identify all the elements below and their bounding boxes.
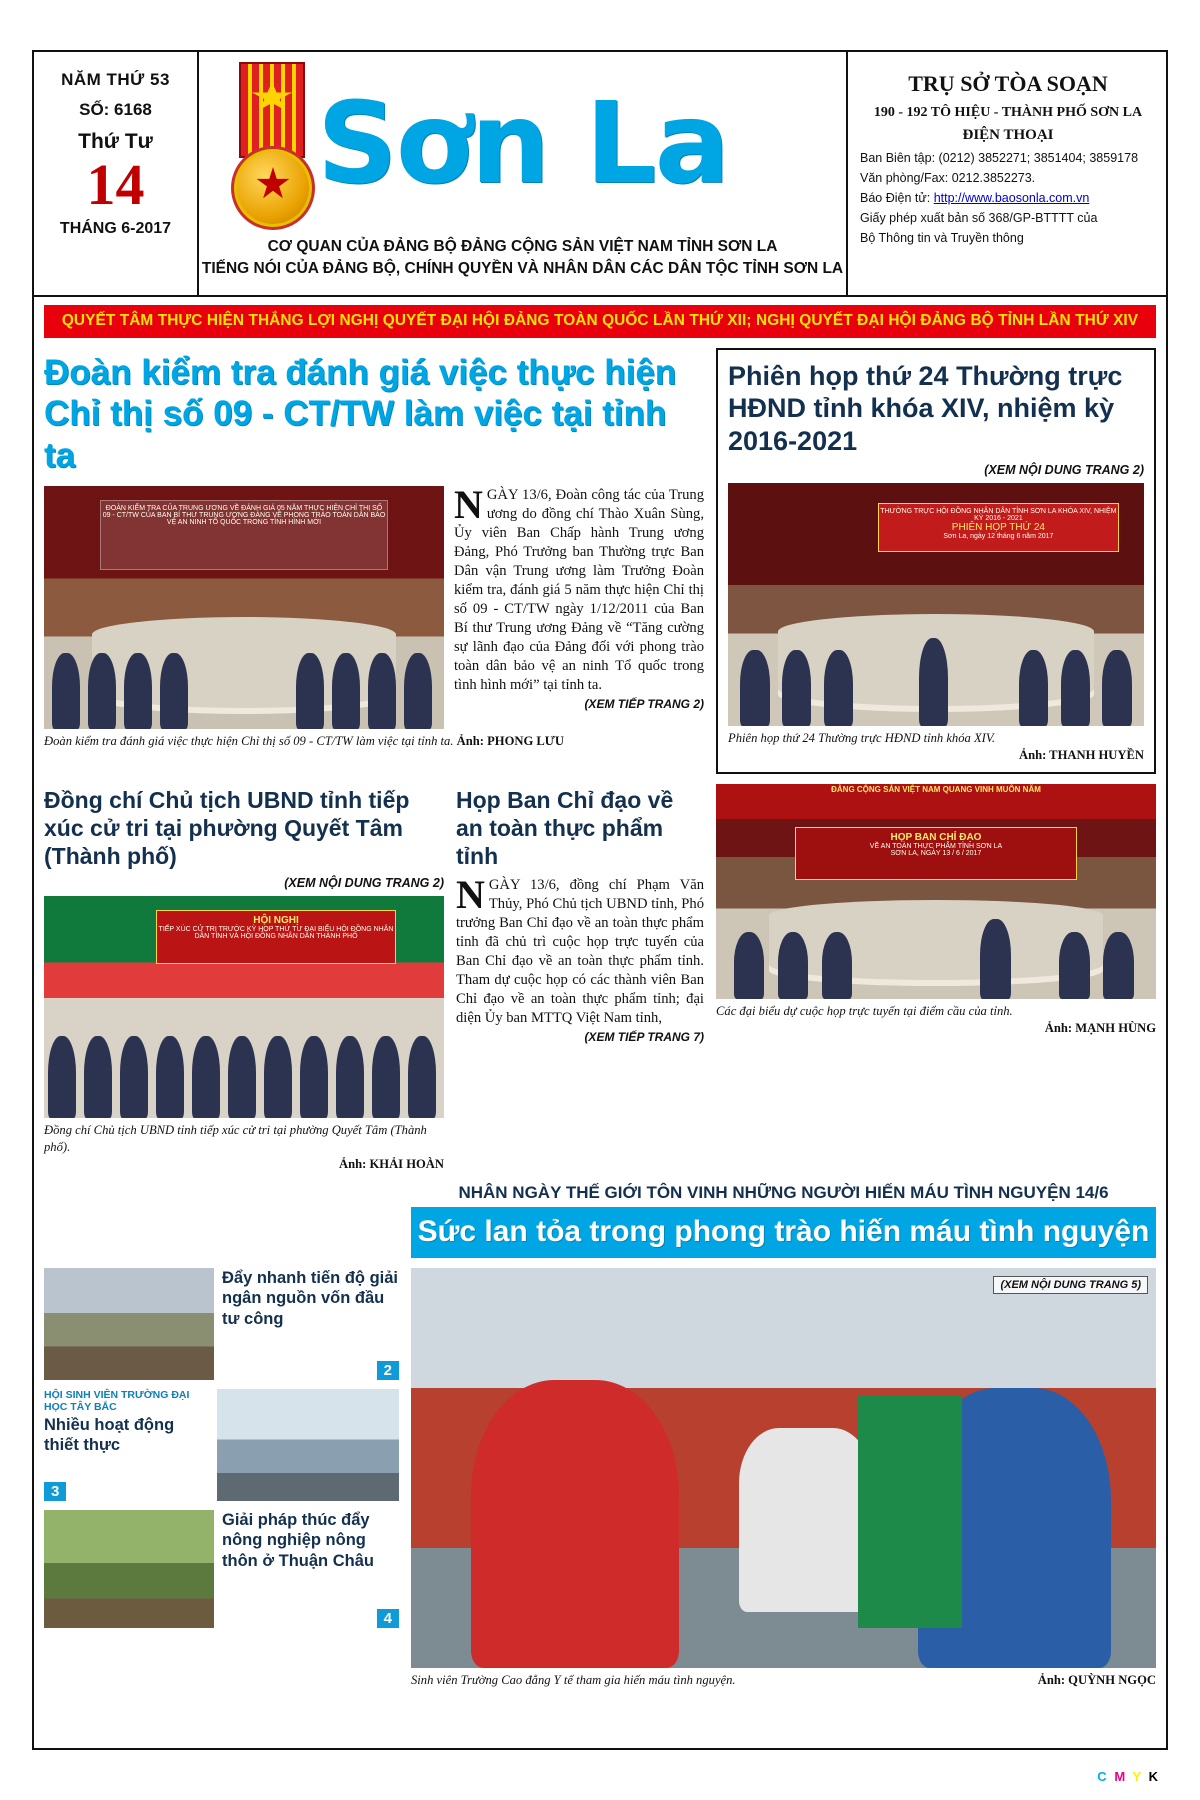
lead-story-body-text: GÀY 13/6, Đoàn công tác của Trung ương do đồng chí Thào Xuân Sùng, Ủy viên Ban Chấp hành Trung ương Đảng, Phó Trưởng ban Thường trực Ban Dân vận Trung ương làm Trưởng Đoàn kiểm tra, đánh giá 5 năm thực hiện Chỉ thị số 09 - CT/TW ngày 1/12/2011 của Ban Bí thư Trung ương Đảng về “Tăng cường sự lãnh đạo của Đảng đối với phong trào toàn dân bảo vệ an ninh Tổ quốc trong tình hình mới” tại tỉnh ta. — [454, 486, 704, 693]
voter-story-headline[interactable]: Đồng chí Chủ tịch UBND tỉnh tiếp xúc cử tri tại phường Quyết Tâm (Thành phố) — [44, 787, 410, 870]
phone-editor: Ban Biên tập: (0212) 3852271; 3851404; 3859178 — [860, 150, 1139, 165]
office-address: 190 - 192 TÔ HIỆU - THÀNH PHỐ SƠN LA — [873, 104, 1143, 120]
photo-donor-white — [739, 1428, 873, 1612]
food-story-text — [456, 784, 704, 1173]
phone-title: ĐIỆN THOẠI — [962, 127, 1054, 144]
cmyk-c: C — [1097, 1769, 1109, 1784]
hdnd-photo-banner-line1: THƯỜNG TRỰC HỘI ĐỒNG NHÂN DÂN TỈNH SƠN LA KHÓA XIV, NHIỆM KỲ 2016 - 2021 — [880, 507, 1117, 522]
license-line-1: Giấy phép xuất bản số 368/GP-BTTTT của — [860, 211, 1098, 226]
lead-story-text-column — [454, 481, 704, 729]
lead-story-credit: Ảnh: PHONG LƯU — [456, 733, 564, 748]
masthead-subtitle-1: CƠ QUAN CỦA ĐẢNG BỘ ĐẢNG CỘNG SẢN VIỆT NAM TỈNH SƠN LA — [267, 238, 778, 255]
hdnd-story-photo — [728, 483, 1144, 726]
lead-story-caption-text: Đoàn kiểm tra đánh giá việc thực hiện Chỉ thị số 09 - CT/TW làm việc tại tỉnh ta. — [44, 733, 454, 748]
masthead — [34, 52, 1166, 297]
teaser-1-page[interactable]: 2 — [377, 1361, 399, 1380]
masthead-contact-block — [846, 52, 1166, 295]
masthead-weekday: Thứ Tư — [78, 130, 153, 153]
masthead-title-block — [199, 52, 846, 295]
photo-people — [728, 600, 1144, 726]
voter-photo-banner — [156, 910, 396, 965]
voter-photo-banner-line2: TIẾP XÚC CỬ TRI TRƯỚC KỲ HỌP THỨ TƯ ĐẠI BIỂU HỘI ĐỒNG NHÂN DÂN TỈNH VÀ HỘI ĐỒNG NHÂN DÂN THÀNH PHỐ — [158, 925, 394, 940]
spacer-left — [44, 1177, 399, 1258]
blood-feature-headline[interactable]: Sức lan tỏa trong phong trào hiến máu tình nguyện — [411, 1207, 1156, 1258]
food-photo-topbar: ĐẢNG CỘNG SẢN VIỆT NAM QUANG VINH MUÔN NĂM — [716, 784, 1156, 818]
voter-story-credit: Ảnh: KHẢI HOÀN — [339, 1157, 444, 1172]
food-story-body — [456, 872, 704, 1028]
photo-people — [44, 603, 444, 729]
lead-story-caption — [44, 733, 704, 750]
row-top — [44, 348, 1156, 774]
hdnd-story-caption — [728, 730, 1144, 764]
food-photo-banner-line1: HỌP BAN CHỈ ĐẠO — [890, 832, 982, 844]
hdnd-story-headline[interactable]: Phiên họp thứ 24 Thường trực HĐND tỉnh khóa XIV, nhiệm kỳ 2016-2021 — [728, 361, 1123, 456]
blood-feature-caption — [411, 1672, 1156, 1689]
teaser-item[interactable] — [44, 1389, 399, 1501]
cmyk-y: Y — [1132, 1769, 1143, 1784]
blood-feature-header — [411, 1177, 1156, 1258]
hdnd-story — [716, 348, 1156, 774]
lead-photo-banner: ĐOÀN KIỂM TRA CỦA TRUNG ƯƠNG VỀ ĐÁNH GIÁ 05 NĂM THỰC HIỆN CHỈ THỊ SỐ 09 - CT/TW CỦA BAN BÍ THƯ TRUNG ƯƠNG ĐẢNG VỀ PHONG TRÀO TOÀN DÂN BẢO VỆ AN NINH TỔ QUỐC TRONG TÌNH HÌNH MỚI — [100, 500, 388, 569]
lead-story-headline[interactable]: Đoàn kiểm tra đánh giá việc thực hiện Chỉ thị số 09 - CT/TW làm việc tại tỉnh ta — [44, 353, 677, 475]
office-title: TRỤ SỞ TÒA SOẠN — [908, 71, 1108, 96]
voter-story-caption — [44, 1122, 444, 1173]
photo-people — [716, 887, 1156, 999]
masthead-month-year: THÁNG 6-2017 — [59, 220, 172, 237]
teaser-item[interactable] — [44, 1268, 399, 1380]
food-story-caption-text: Các đại biểu dự cuộc họp trực tuyến tại điểm cầu của tỉnh. — [716, 1004, 1013, 1019]
medal-ribbon — [239, 62, 305, 158]
row-middle — [44, 784, 1156, 1173]
lead-story — [44, 348, 704, 774]
food-photo-banner — [795, 827, 1077, 880]
teaser-3-photo — [44, 1510, 214, 1628]
teaser-column — [44, 1268, 399, 1689]
teaser-2-page[interactable]: 3 — [44, 1482, 66, 1501]
phone-office: Văn phòng/Fax: 0212.3852273. — [860, 171, 1036, 186]
content-area — [34, 338, 1166, 1695]
teaser-1-photo — [44, 1268, 214, 1380]
teaser-3-title[interactable]: Giải pháp thúc đẩy nông nghiệp nông thôn ở Thuận Châu — [222, 1511, 374, 1570]
page-sheet — [32, 50, 1168, 1750]
voter-story-caption-text: Đồng chí Chủ tịch UBND tỉnh tiếp xúc cử tri tại phường Quyết Tâm (Thành phố). — [44, 1123, 427, 1155]
cmyk-m: M — [1114, 1769, 1128, 1784]
masthead-day: 14 — [86, 152, 145, 217]
photo-chair — [858, 1396, 962, 1628]
blood-feature-kicker: NHÂN NGÀY THẾ GIỚI TÔN VINH NHỮNG NGƯỜI HIẾN MÁU TÌNH NGUYỆN 14/6 — [458, 1183, 1109, 1203]
blood-feature-caption-text: Sinh viên Trường Cao đẳng Y tế tham gia hiến máu tình nguyện. — [411, 1673, 736, 1688]
photo-audience — [44, 981, 444, 1119]
lead-story-photo — [44, 486, 444, 729]
teaser-2-kicker: HỘI SINH VIÊN TRƯỜNG ĐẠI HỌC TÂY BẮC — [44, 1389, 190, 1414]
masthead-issue-block — [34, 52, 199, 295]
voter-story-photo — [44, 896, 444, 1118]
blood-feature-see-page[interactable]: (XEM NỘI DUNG TRANG 5) — [993, 1276, 1148, 1294]
blood-feature-credit: Ảnh: QUỲNH NGỌC — [1037, 1673, 1156, 1688]
lead-story-continued[interactable]: (XEM TIẾP TRANG 2) — [584, 696, 704, 711]
voter-story-see-page[interactable]: (XEM NỘI DUNG TRANG 2) — [284, 876, 444, 891]
hdnd-story-credit: Ảnh: THANH HUYỀN — [1018, 748, 1144, 763]
slogan-banner: QUYẾT TÂM THỰC HIỆN THẮNG LỢI NGHỊ QUYẾT ĐẠI HỘI ĐẢNG TOÀN QUỐC LẦN THỨ XII; NGHỊ QUYẾT ĐẠI HỘI ĐẢNG BỘ TỈNH LẦN THỨ XIV — [44, 305, 1156, 338]
food-story-headline[interactable]: Họp Ban Chỉ đạo về an toàn thực phẩm tỉnh — [456, 787, 674, 870]
food-story-dropcap: N — [456, 872, 485, 918]
food-story-photo-block — [716, 784, 1156, 1173]
website-row — [860, 189, 1156, 207]
food-story-continued[interactable]: (XEM TIẾP TRANG 7) — [584, 1030, 704, 1045]
food-story-body-text: GÀY 13/6, đồng chí Phạm Văn Thủy, Phó Chủ tịch UBND tỉnh, Phó trưởng Ban Chỉ đạo về an toàn thực phẩm tỉnh đã chủ trì cuộc họp trực tuyến của Ban Chỉ đạo về an toàn thực phẩm tỉnh. Tham dự cuộc họp có các thành viên Ban Chỉ đạo về an toàn thực phẩm tỉnh; đại diện Ủy ban MTTQ Việt Nam tỉnh, — [456, 877, 704, 1027]
masthead-year: NĂM THỨ 53 — [61, 70, 170, 89]
hdnd-photo-banner-line2: PHIÊN HỌP THỨ 24 — [951, 521, 1045, 533]
voter-story — [44, 784, 444, 1173]
license-line-2: Bộ Thông tin và Truyền thông — [860, 231, 1024, 246]
medal-icon — [221, 62, 317, 237]
hdnd-story-see-page[interactable]: (XEM NỘI DUNG TRANG 2) — [984, 463, 1144, 478]
lead-story-dropcap: N — [454, 481, 483, 527]
food-story-caption — [716, 1003, 1156, 1037]
food-photo-banner-line2: VỀ AN TOÀN THỰC PHẨM TỈNH SƠN LA — [869, 843, 1003, 851]
teaser-item[interactable] — [44, 1510, 399, 1628]
voter-photo-banner-line1: HỘI NGHỊ — [253, 914, 299, 926]
lead-story-body — [454, 481, 704, 695]
blood-feature-photo — [411, 1268, 1156, 1668]
teaser-1-title[interactable]: Đẩy nhanh tiến độ giải ngân nguồn vốn đầu tư công — [222, 1269, 399, 1328]
photo-donor-red — [471, 1380, 680, 1668]
hdnd-photo-banner-line3: Sơn La, ngày 12 tháng 6 năm 2017 — [943, 532, 1054, 540]
hdnd-story-caption-text: Phiên họp thứ 24 Thường trực HĐND tỉnh khóa XIV. — [728, 731, 996, 746]
row-blood-header — [44, 1177, 1156, 1258]
hdnd-photo-banner — [878, 503, 1119, 553]
food-story-credit: Ảnh: MẠNH HÙNG — [1044, 1021, 1156, 1036]
food-photo-banner-line3: SƠN LA, NGÀY 13 / 6 / 2017 — [890, 850, 982, 858]
teaser-2-title[interactable]: Nhiều hoạt động thiết thực — [44, 1416, 175, 1455]
website-label: Báo Điện tử: — [860, 191, 931, 206]
teaser-3-page[interactable]: 4 — [377, 1609, 399, 1628]
food-story-photo — [716, 784, 1156, 999]
row-bottom — [44, 1268, 1156, 1689]
website-link[interactable]: http://www.baosonla.com.vn — [933, 191, 1090, 206]
cmyk-marks — [1097, 1769, 1160, 1784]
masthead-subtitle-2: TIẾNG NÓI CỦA ĐẢNG BỘ, CHÍNH QUYỀN VÀ NHÂN DÂN CÁC DÂN TỘC TỈNH SƠN LA — [201, 260, 844, 277]
masthead-issue-number: SỐ: 6168 — [79, 100, 152, 119]
medal-disc — [231, 146, 315, 230]
cmyk-k: K — [1148, 1769, 1160, 1784]
newspaper-title: Sơn La — [316, 79, 729, 209]
teaser-2-photo — [217, 1389, 399, 1501]
blood-feature-photo-block — [411, 1268, 1156, 1689]
